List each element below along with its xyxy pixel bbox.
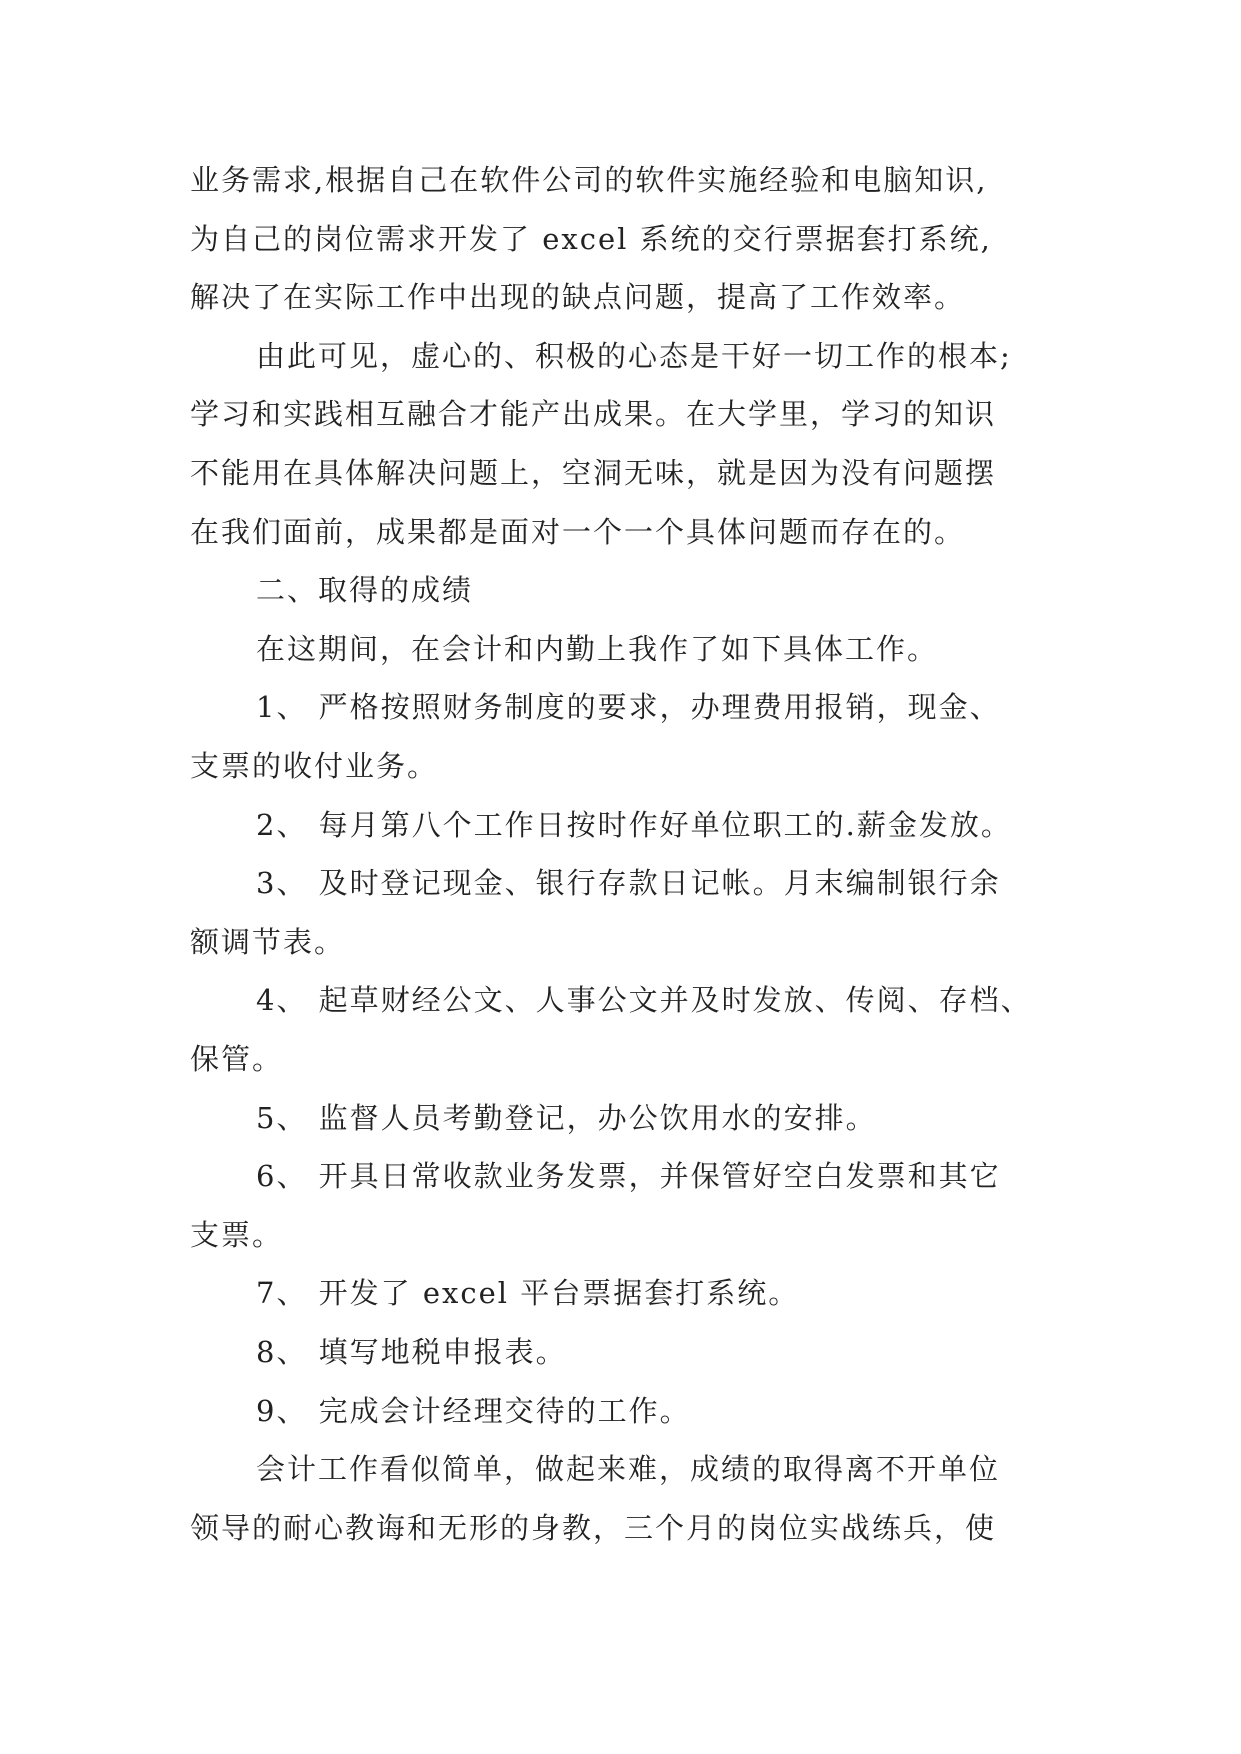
text-line: 不能用在具体解决问题上，空洞无味，就是因为没有问题摆 <box>190 456 997 490</box>
text-line: 由此可见，虚心的、积极的心态是干好一切工作的根本; <box>256 338 1012 373</box>
text-line: 支票。 <box>190 1217 284 1252</box>
text-line: 保管。 <box>190 1042 284 1076</box>
text-line: 在这期间，在会计和内勤上我作了如下具体工作。 <box>256 631 939 666</box>
text-line: 学习和实践相互融合才能产出成果。在大学里，学习的知识 <box>190 397 997 432</box>
text-line: 二、取得的成绩 <box>256 573 474 608</box>
text-line: 4、 起草财经公文、人事公文并及时发放、传阅、存档、 <box>256 983 1032 1018</box>
text-line: 为自己的岗位需求开发了 excel 系统的交行票据套打系统, <box>190 221 992 256</box>
text-line: 9、 完成会计经理交待的工作。 <box>256 1393 691 1428</box>
text-line: 2、 每月第八个工作日按时作好单位职工的.薪金发放。 <box>256 807 1012 842</box>
text-line: 8、 填写地税申报表。 <box>256 1335 567 1369</box>
text-line: 6、 开具日常收款业务发票，并保管好空白发票和其它 <box>256 1159 1001 1194</box>
text-line: 领导的耐心教诲和无形的身教，三个月的岗位实战练兵，使 <box>190 1510 997 1545</box>
text-line: 解决了在实际工作中出现的缺点问题，提高了工作效率。 <box>190 280 966 315</box>
text-line: 业务需求,根据自己在软件公司的软件实施经验和电脑知识, <box>190 163 988 197</box>
text-line: 7、 开发了 excel 平台票据套打系统。 <box>256 1276 800 1311</box>
text-line: 3、 及时登记现金、银行存款日记帐。月末编制银行余 <box>256 866 1001 901</box>
text-line: 会计工作看似简单，做起来难，成绩的取得离不开单位 <box>256 1452 1001 1487</box>
text-line: 额调节表。 <box>190 924 346 959</box>
text-line: 5、 监督人员考勤登记，办公饮用水的安排。 <box>256 1100 877 1135</box>
text-line: 1、 严格按照财务制度的要求，办理费用报销，现金、 <box>256 690 1001 725</box>
text-line: 支票的收付业务。 <box>190 749 439 783</box>
text-line: 在我们面前，成果都是面对一个一个具体问题而存在的。 <box>190 514 966 549</box>
